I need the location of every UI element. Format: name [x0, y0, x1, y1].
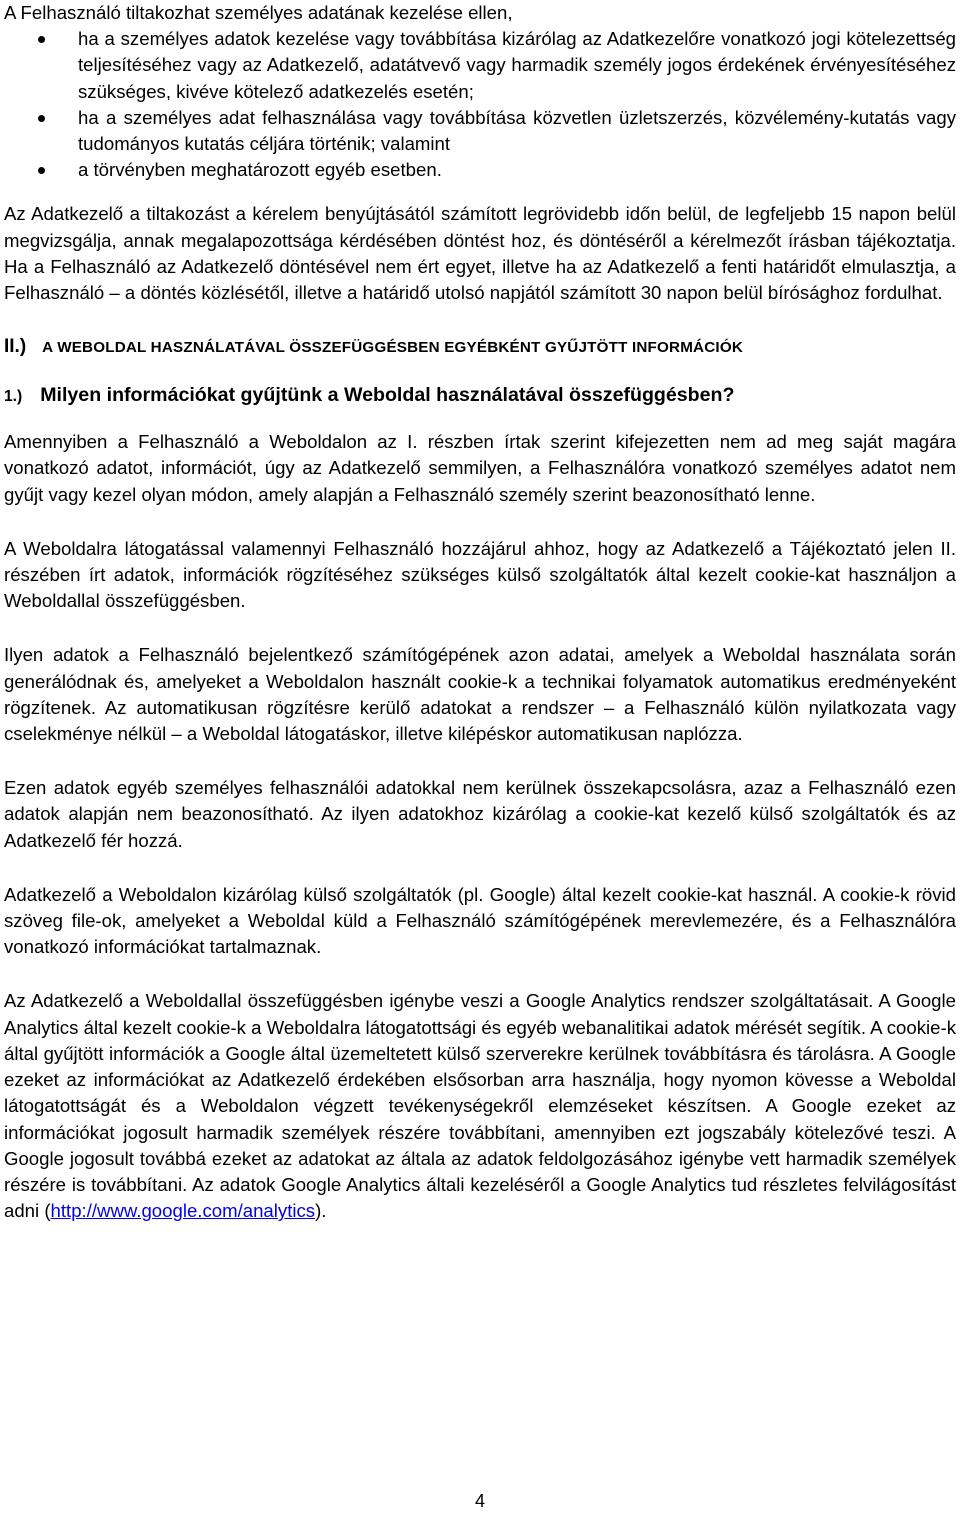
bullet-icon: [38, 115, 45, 122]
section-heading: [4, 336, 956, 358]
objection-procedure-paragraph: Az Adatkezelő a tiltakozást a kérelem benyújtásától számított legrövidebb időn belül, de legfeljebb 15 napon belül megvizsgálja, annak megalapozottsága kérdésében döntést hoz, és döntéséről a kérelmezőt írásban tájékoztatja. Ha a Felhasználó az Adatkezelő döntésével nem ért egyet, illetve ha az Adatkezelő a fenti határidőt elmulasztja, a Felhasználó – a döntés közlésétől, illetve a határidő utolsó napjától számított 30 napon belül bírósághoz fordulhat.: [4, 203, 956, 304]
section-number: II.): [4, 336, 27, 358]
bullet-icon: [38, 167, 45, 174]
analytics-paragraph: [4, 988, 956, 1224]
subsection-number: 1.): [4, 388, 23, 406]
subsection-title: Milyen információkat gyűjtünk a Weboldal használatával összefüggésben?: [40, 384, 735, 407]
body-paragraph: A Weboldalra látogatással valamennyi Felhasználó hozzájárul ahhoz, hogy az Adatkezelő a Tájékoztató jelen II. részében írt adatok, információk rögzítéséhez szükséges külső szolgáltatók által kezelt cookie-kat használjon a Weboldallal összefüggésben.: [4, 537, 956, 612]
list-item: [4, 26, 956, 105]
body-paragraph: Adatkezelő a Weboldalon kizárólag külső szolgáltatók (pl. Google) által kezelt cookie-kat használ. A cookie-k rövid szöveg file-ok, amelyeket a Weboldal küld a Felhasználó számítógépének merevlemezére, és a Felhasználóra vonatkozó információkat tartalmaznak.: [4, 883, 956, 958]
list-item: [4, 105, 956, 157]
subsection-heading: [4, 384, 956, 407]
page-number: 4: [474, 1491, 485, 1511]
list-item: [4, 157, 956, 183]
body-paragraph: Amennyiben a Felhasználó a Weboldalon az I. részben írtak szerint kifejezetten nem ad meg saját magára vonatkozó adatot, információt, úgy az Adatkezelő semmilyen, a Felhasználóra vonatkozó személyes adatot nem gyűjt vagy kezel olyan módon, amely alapján a Felhasználó személy szerint beazonosítható lenne.: [4, 431, 956, 505]
bullet-icon: [38, 36, 45, 43]
body-paragraph: Ilyen adatok a Felhasználó bejelentkező számítógépének azon adatai, amelyek a Weboldal használata során generálódnak és, amelyeket a Weboldalon használt cookie-k a technikai folyamatok automatikus eredményeként rögzítenek. Az automatikusan rögzítésre kerülő adatokat a rendszer – a Felhasználó külön nyilatkozata vagy cselekménye nélkül – a Weboldal látogatáskor, illetve kilépéskor automatikusan naplózza.: [4, 644, 956, 745]
objection-cases-list: [4, 26, 956, 183]
body-paragraph: Ezen adatok egyéb személyes felhasználói adatokkal nem kerülnek összekapcsolásra, azaz a Felhasználó ezen adatok alapján nem beazonosítható. Az ilyen adatokhoz kizárólag a cookie-kat kezelő külső szolgáltatók és az Adatkezelő fér hozzá.: [4, 777, 956, 851]
document-page: [4, 0, 956, 1224]
list-item-text: ha a személyes adat felhasználása vagy továbbítása közvetlen üzletszerzés, közvélemény-kutatás vagy tudományos kutatás céljára történik; valamint: [78, 106, 956, 155]
list-item-text: ha a személyes adatok kezelése vagy továbbítása kizárólag az Adatkezelőre vonatkozó jogi kötelezettség teljesítéséhez vagy az Adatkezelő, adatátvevő vagy harmadik személy jogos érdekének érvényesítéséhez szükséges, kivéve kötelező adatkezelés esetén;: [78, 28, 956, 102]
analytics-suffix: ).: [315, 1200, 327, 1222]
section-title: A WEBOLDAL HASZNÁLATÁVAL ÖSSZEFÜGGÉSBEN EGYÉBKÉNT GYŰJTÖTT INFORMÁCIÓK: [42, 339, 743, 357]
objection-intro: A Felhasználó tiltakozhat személyes adatának kezelése ellen,: [4, 2, 513, 23]
list-item-text: a törvényben meghatározott egyéb esetben.: [78, 159, 442, 181]
google-analytics-link[interactable]: http://www.google.com/analytics: [50, 1200, 316, 1222]
analytics-text: Az Adatkezelő a Weboldallal összefüggésben igénybe veszi a Google Analytics rendszer szolgáltatásait. A Google Analytics által kezelt cookie-k a Weboldalra látogatottsági és egyéb webanalitikai adatok mérését segítik. A cookie-k által gyűjtött információk a Google által üzemeltetett külső szerverekre kerülnek továbbításra és tárolásra. A Google ezeket az információkat az Adatkezelő érdekében elsősorban arra használja, hogy nyomon kövesse a Weboldal látogatottságát és a Weboldalon végzett tevékenységekről elemzéseket készítsen. A Google ezeket az információkat jogosult harmadik személyek részére továbbítani, amennyiben ezt jogszabály kötelezővé teszi. A Google jogosult továbbá ezeket az adatokat az általa az adatok feldolgozásához igénybe vett harmadik személyek részére is továbbítani. Az adatok Google Analytics általi kezeléséről a Google Analytics tud részletes felvilágosítást adni (: [4, 990, 956, 1222]
